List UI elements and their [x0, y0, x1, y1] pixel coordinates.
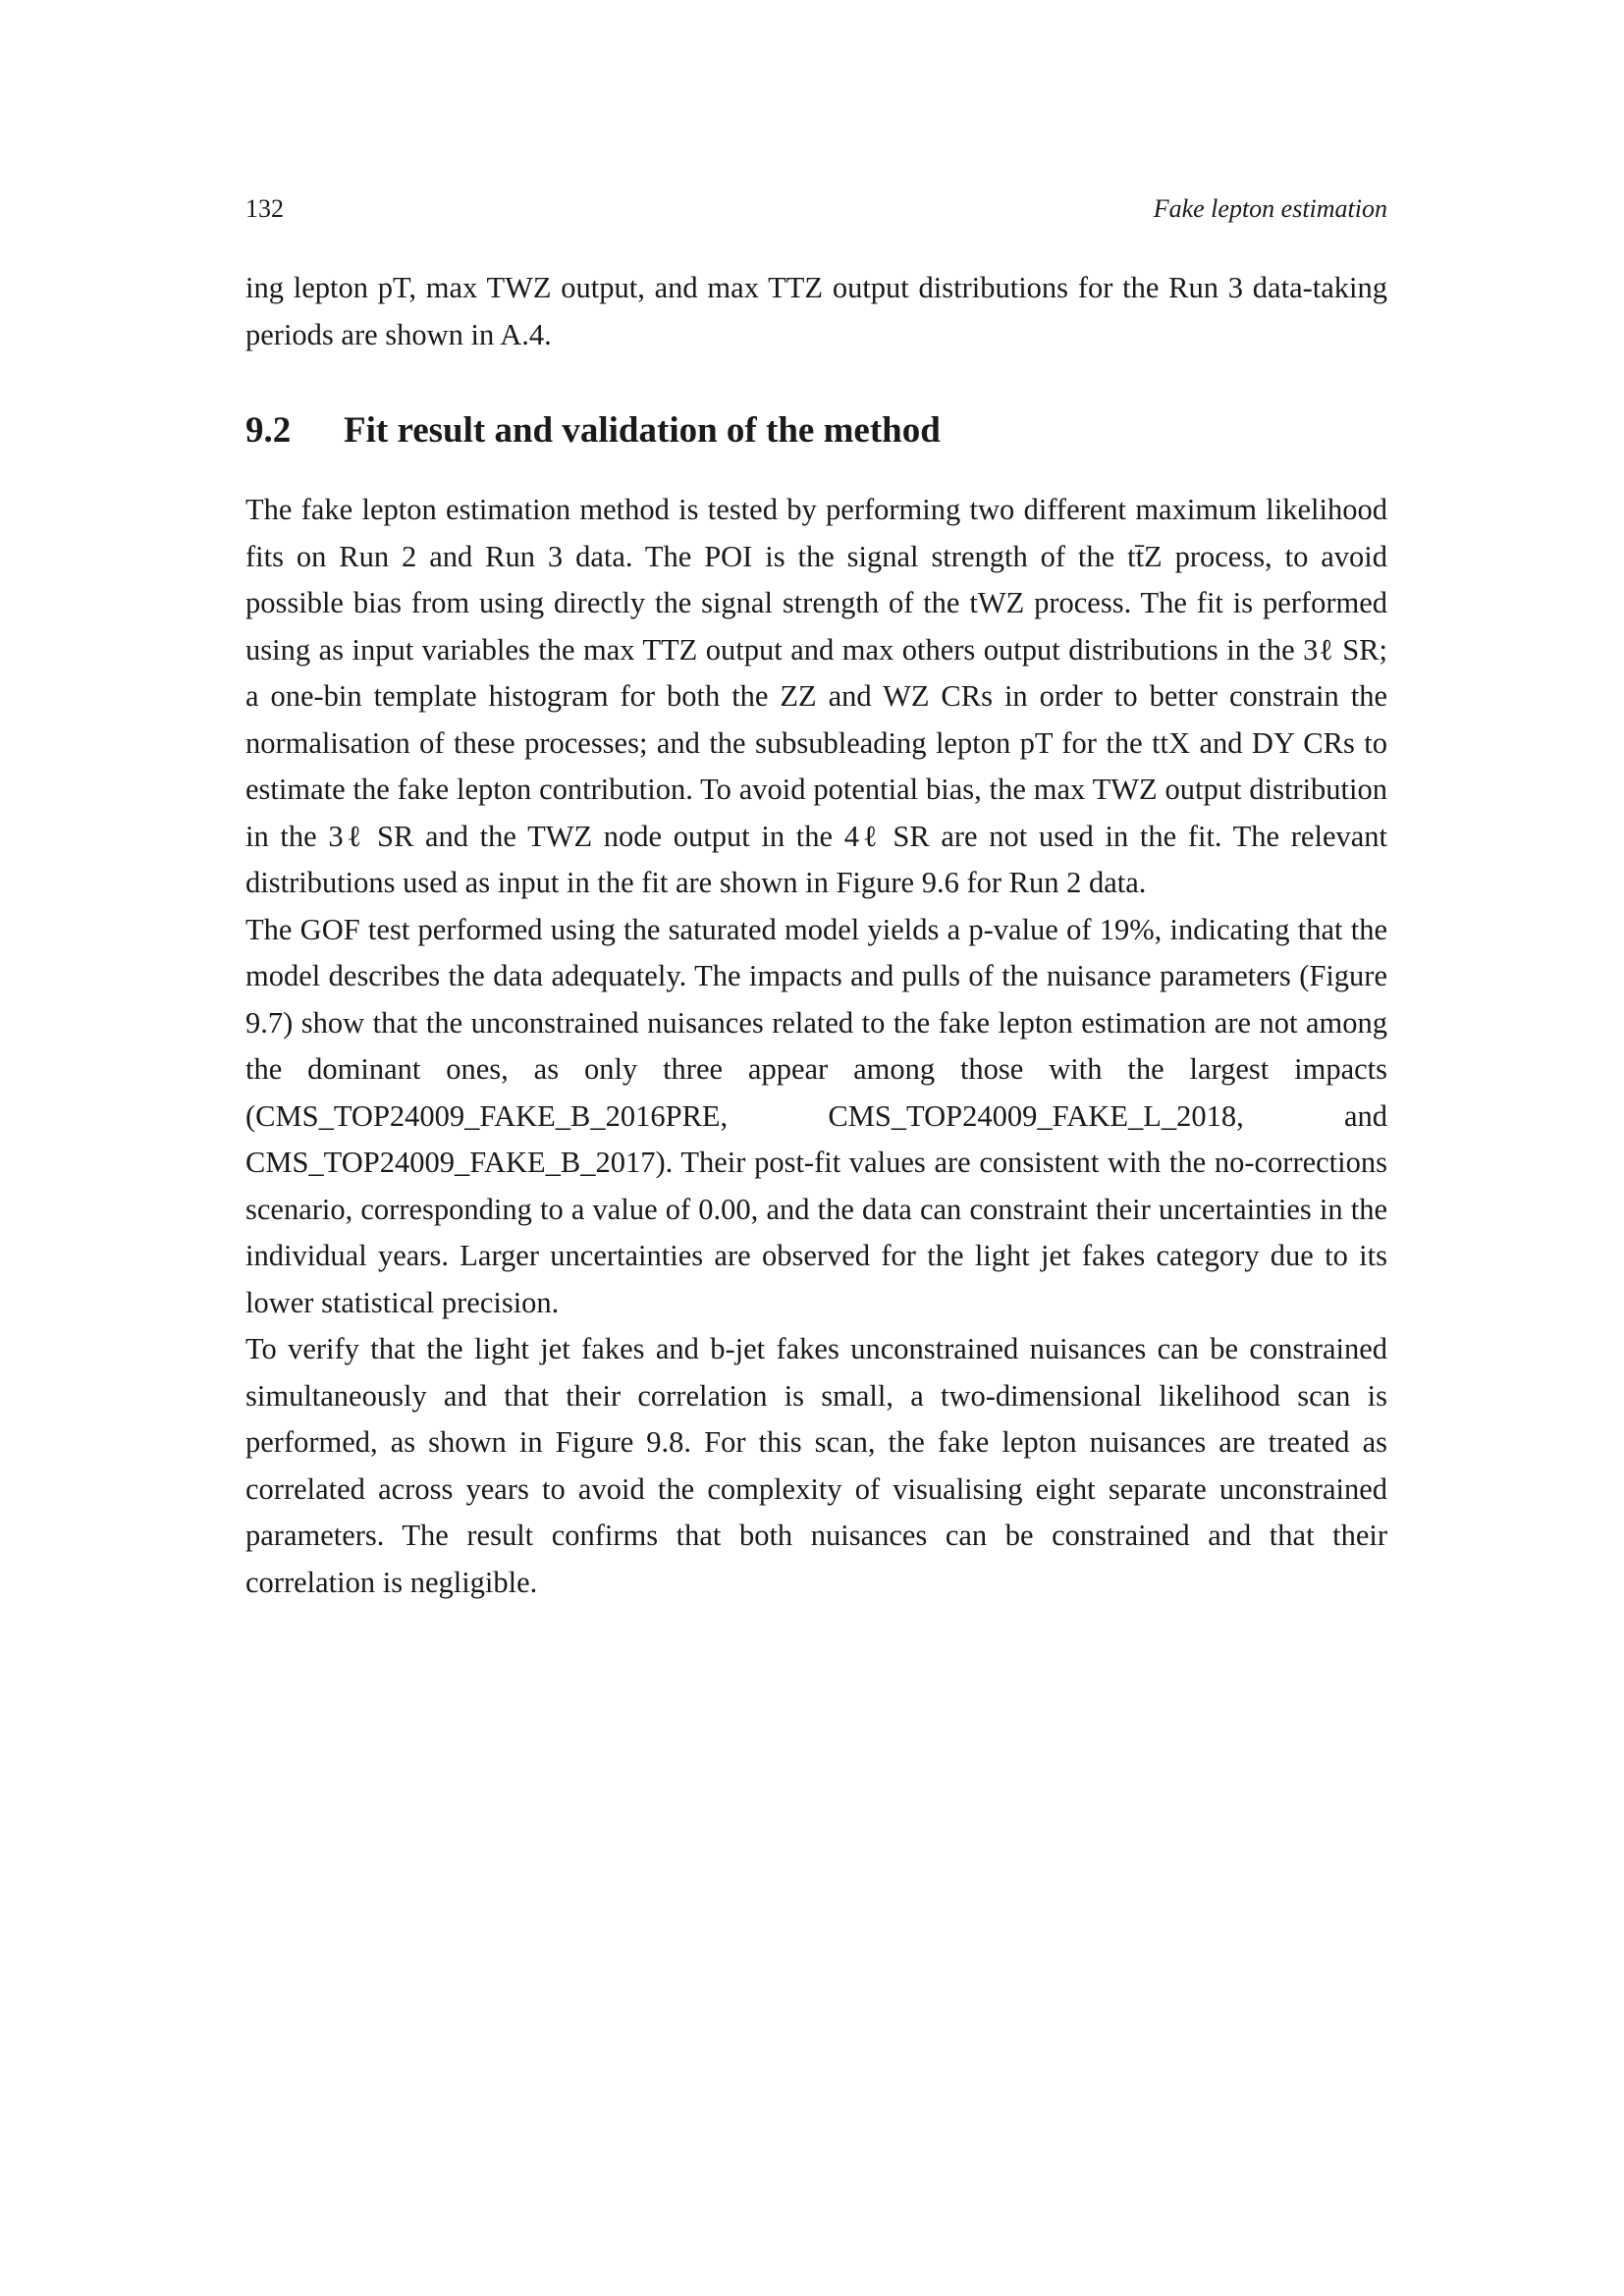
section-heading	[245, 409, 1387, 452]
section-title: Fit result and validation of the method	[344, 410, 941, 451]
body-paragraph-1: The fake lepton estimation method is tested by performing two different maximum likelihood fits on Run 2 and Run 3 data. The POI is the signal strength of the tt̄Z process, to avoid possible bias from using directly the signal strength of the tWZ process. The fit is performed using as input variables the max TTZ output and max others output distributions in the 3ℓ SR; a one-bin template histogram for both the ZZ and WZ CRs in order to better constrain the normalisation of these processes; and the subsubleading lepton pT for the ttX and DY CRs to estimate the fake lepton contribution. To avoid potential bias, the max TWZ output distribution in the 3ℓ SR and the TWZ node output in the 4ℓ SR are not used in the fit. The relevant distributions used as input in the fit are shown in Figure 9.6 for Run 2 data.	[245, 493, 1387, 899]
body-paragraph-2: The GOF test performed using the saturated model yields a p-value of 19%, indicating that the model describes the data adequately. The impacts and pulls of the nuisance parameters (Figure 9.7) show that the unconstrained nuisances related to the fake lepton estimation are not among the dominant ones, as only three appear among those with the largest impacts (CMS_TOP24009_FAKE_B_2016PRE, CMS_TOP24009_FAKE_L_2018, and CMS_TOP24009_FAKE_B_2017). Their post-fit values are consistent with the no-corrections scenario, corresponding to a value of 0.00, and the data can constraint their uncertainties in the individual years. Larger uncertainties are observed for the light jet fakes category due to its lower statistical precision.	[245, 912, 1387, 1319]
section-number: 9.2	[245, 410, 292, 451]
page-number: 132	[245, 194, 284, 223]
running-header	[245, 187, 1387, 236]
intro-paragraph: ing lepton pT, max TWZ output, and max TTZ output distributions for the Run 3 data-taking periods are shown in A.4.	[245, 271, 1387, 351]
page-content	[245, 187, 1387, 1606]
chapter-title: Fake lepton estimation	[1153, 194, 1387, 223]
body-paragraph-3: To verify that the light jet fakes and b-jet fakes unconstrained nuisances can be constrained simultaneously and that their correlation is small, a two-dimensional likelihood scan is performed, as shown in Figure 9.8. For this scan, the fake lepton nuisances are treated as correlated across years to avoid the complexity of visualising eight separate unconstrained parameters. The result confirms that both nuisances can be constrained and that their correlation is negligible.	[245, 1332, 1387, 1599]
